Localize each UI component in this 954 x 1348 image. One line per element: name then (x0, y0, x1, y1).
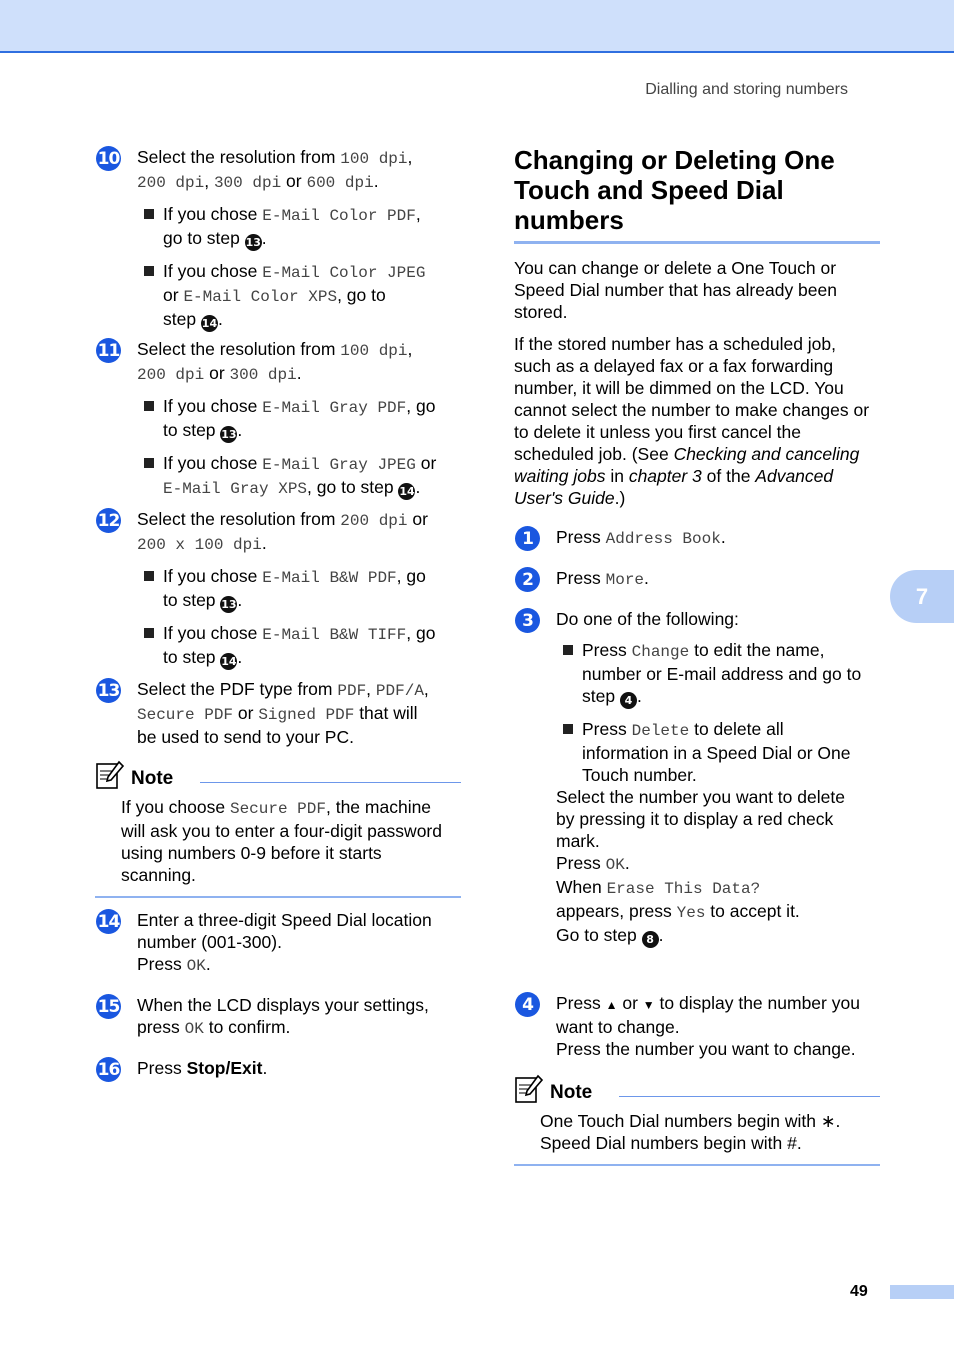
step-number-badge: 10 (96, 146, 121, 171)
step-ref-badge: 14 (221, 655, 237, 668)
page-number-bar (890, 1285, 954, 1299)
intro-paragraph: You can change or delete a One Touch or Speed Dial number that has already been stored. (514, 258, 837, 322)
step-text: Enter a three-digit Speed Dial location number (001-300). Press OK. (137, 910, 432, 975)
sub-paragraph: Press OK. (556, 853, 630, 874)
note-box-right (514, 1074, 880, 1166)
top-header-band (0, 0, 954, 53)
bullet-item: Press Change to edit the name, number or E-mail address and go to step 4 . (556, 639, 886, 709)
page-number: 49 (850, 1283, 868, 1300)
up-arrow-icon: ▲ (605, 998, 618, 1012)
step-text: When the LCD displays your settings, press OK to confirm. (137, 995, 429, 1038)
note-label: Note (550, 1082, 593, 1103)
section-heading: Changing or Deleting One Touch and Speed Dial numbers (514, 145, 880, 244)
step-number-badge: 4 (515, 992, 540, 1017)
step-ref-badge: 13 (245, 236, 261, 249)
step-ref-badge: 13 (221, 428, 237, 441)
step-ref-badge: 14 (201, 317, 218, 330)
step-ref-badge: 8 (642, 931, 659, 948)
note-divider (619, 1096, 880, 1097)
note-label: Note (131, 768, 174, 789)
sub-paragraph: Go to step 8 . (556, 925, 664, 946)
bullet-item: If you chose E-Mail Color JPEG or E-Mail Color XPS, go to step 14. (137, 260, 467, 332)
step-number-badge: 13 (96, 678, 121, 703)
running-header: Dialling and storing numbers (645, 81, 848, 98)
note-bottom-rule (514, 1164, 880, 1166)
step-number-badge: 2 (515, 567, 540, 592)
note-divider (200, 782, 461, 783)
bullet-item: If you chose E-Mail B&W PDF, go to step 13. (137, 565, 467, 613)
step-number-badge: 3 (515, 608, 540, 633)
note-text: If you choose Secure PDF, the machine will ask you to enter a four-digit password using numbers 0-9 before it starts scanning. (121, 797, 442, 885)
sub-paragraph: Select the number you want to delete by pressing it to display a red check mark. (556, 787, 845, 851)
step-text: Select the resolution from 200 dpi or 200 x 100 dpi. (137, 509, 428, 554)
step-ref-badge: 4 (620, 692, 637, 709)
step-text: Select the resolution from 100 dpi, 200 dpi or 300 dpi. (137, 339, 413, 384)
bullet-item: If you chose E-Mail B&W TIFF, go to step 14. (137, 622, 467, 670)
bullet-item: If you chose E-Mail Color PDF, go to step 13. (137, 203, 467, 251)
step-ref-badge: 13 (221, 598, 237, 611)
step-number-badge: 1 (515, 526, 540, 551)
step-number-badge: 16 (96, 1057, 121, 1082)
step-text: Select the PDF type from PDF, PDF/A, Secure PDF or Signed PDF that will be used to send to your PC. (137, 679, 429, 747)
step-text: Press More. (556, 568, 649, 589)
step-text: Do one of the following: (556, 609, 739, 629)
note-box-left (95, 760, 461, 898)
step-text: Press Address Book. (556, 527, 726, 548)
step-number-badge: 15 (96, 994, 121, 1019)
note-bottom-rule (95, 896, 461, 898)
bullet-item: If you chose E-Mail Gray PDF, go to step 13. (137, 395, 467, 443)
sub-paragraph: When Erase This Data? appears, press Yes to accept it. (556, 877, 800, 922)
chapter-tab: 7 (890, 570, 954, 623)
note-pencil-icon (95, 760, 125, 790)
step-number-badge: 12 (96, 508, 121, 533)
bullet-item: Press Delete to delete all information in a Speed Dial or One Touch number. (556, 718, 886, 786)
scheduled-job-paragraph: If the stored number has a scheduled job, such as a delayed fax or a fax forwarding number, it will be dimmed on the LCD. You cannot select the number to make changes or to delete it unless you first cancel the scheduled job. (See Checking and canceling waiting jobs in chapter 3 of the Advanced User's Guide.) (514, 334, 870, 508)
step-text: Select the resolution from 100 dpi, 200 dpi, 300 dpi or 600 dpi. (137, 147, 413, 192)
step-ref-badge: 14 (399, 485, 415, 498)
bullet-item: If you chose E-Mail Gray JPEG or E-Mail Gray XPS, go to step 14. (137, 452, 467, 500)
note-pencil-icon (514, 1074, 544, 1104)
step-number-badge: 11 (96, 338, 121, 363)
step-text: Press ▲ or ▼ to display the number you want to change. Press the number you want to change. (556, 993, 860, 1059)
step-number-badge: 14 (96, 909, 121, 934)
note-text: One Touch Dial numbers begin with ∗. Speed Dial numbers begin with #. (540, 1111, 841, 1153)
down-arrow-icon: ▼ (642, 998, 655, 1012)
step-text: Press Stop/Exit. (137, 1058, 268, 1078)
